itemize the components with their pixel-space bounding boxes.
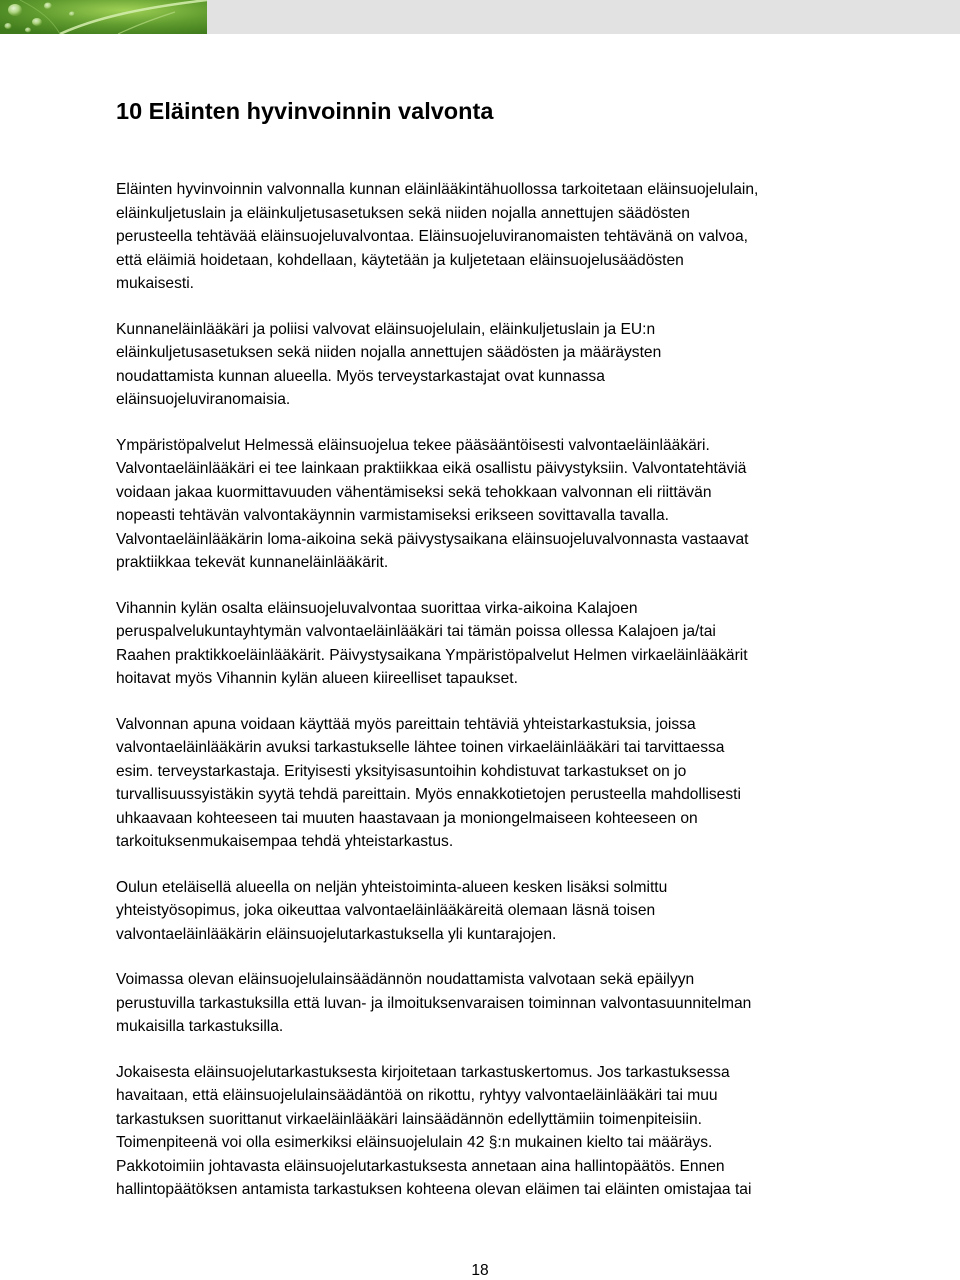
text-line: Oulun eteläisellä alueella on neljän yhteistoiminta-alueen kesken lisäksi solmittu: [116, 878, 668, 896]
text-line: Raahen praktikkoeläinlääkärit. Päivystysaikana Ympäristöpalvelut Helmen virkaeläinlääkärit: [116, 646, 748, 664]
text-line: Kunnaneläinlääkäri ja poliisi valvovat eläinsuojelulain, eläinkuljetuslain ja EU:n: [116, 320, 656, 338]
section-heading: 10 Eläinten hyvinvoinnin valvonta: [116, 98, 494, 124]
paragraph: [116, 968, 856, 1039]
text-line: valvontaeläinlääkärin avuksi tarkastukselle lähtee toinen virkaeläinlääkäri tai tarvittaessa: [116, 739, 725, 756]
text-line: Voimassa olevan eläinsuojelulainsäädännön noudattamista valvotaan sekä epäilyyn: [116, 971, 695, 988]
text-line: Eläinten hyvinvoinnin valvonnalla kunnan eläinlääkintähuollossa tarkoitetaan eläinsuojelulain,: [116, 181, 759, 198]
text-line: eläinkuljetusasetuksen sekä niiden nojalla annettujen säädösten ja määräysten: [116, 344, 662, 361]
text-line: hallintopäätöksen antamista tarkastuksen kohteena olevan eläimen tai eläinten omistajaa tai: [116, 1181, 752, 1198]
text-line: Pakkotoimiin johtavasta eläinsuojelutarkastuksesta annetaan aina hallintopäätös. Ennen: [116, 1157, 725, 1175]
text-line: noudattamista kunnan alueella. Myös terveystarkastajat ovat kunnassa: [116, 367, 605, 385]
text-line: Vihannin kylän osalta eläinsuojeluvalvontaa suorittaa virka-aikoina Kalajoen: [116, 599, 638, 617]
text-line: peruspalvelukuntayhtymän valvontaeläinlääkäri tai tämän poissa ollessa Kalajoen ja/tai: [116, 623, 716, 640]
paragraph: [116, 597, 856, 691]
page-header-band: [0, 0, 960, 34]
paragraph: [116, 876, 856, 947]
text-line: havaitaan, että eläinsuojelulainsäädäntöä on rikottu, ryhtyy valvontaeläinlääkäri tai muu: [116, 1087, 718, 1104]
text-line: mukaisilla tarkastuksilla.: [116, 1018, 284, 1035]
text-line: tarkastuksen suorittanut virkaeläinlääkäri lainsäädännön edellyttämiin toimenpiteisiin.: [116, 1110, 702, 1128]
text-line: praktiikkaa tekevät kunnaneläinlääkärit.: [116, 554, 389, 571]
text-line: että eläimiä hoidetaan, kohdellaan, käytetään ja kuljetetaan eläinsuojelusäädösten: [116, 251, 684, 269]
text-line: perusteella tehtävää eläinsuojeluvalvontaa. Eläinsuojeluviranomaisten tehtävänä on valvoa,: [116, 228, 748, 245]
page-number: 18: [471, 1262, 489, 1279]
paragraph: [116, 434, 856, 575]
text-line: uhkaavaan kohteeseen tai muuten haastavaan ja moniongelmaiseen kohteeseen on: [116, 809, 698, 827]
leaf-banner-image: [0, 0, 207, 34]
text-line: Valvontaeläinlääkärin loma-aikoina sekä päivystysaikana eläinsuojeluvalvonnasta vastaavat: [116, 530, 749, 548]
text-line: Valvontaeläinlääkäri ei tee lainkaan praktiikkaa eikä osallistu päivystyksiin. Valvontatehtäviä: [116, 460, 747, 477]
header-gray-band: [207, 0, 960, 34]
text-line: valvontaeläinlääkärin eläinsuojelutarkastuksella yli kuntarajojen.: [116, 925, 557, 943]
text-line: perustuvilla tarkastuksilla että luvan- ja ilmoituksenvaraisen toiminnan valvontasuunnitelman: [116, 994, 752, 1012]
paragraph: [116, 713, 856, 854]
text-line: eläinsuojeluviranomaisia.: [116, 391, 291, 408]
text-line: eläinkuljetuslain ja eläinkuljetusasetuksen sekä niiden nojalla annettujen säädösten: [116, 204, 690, 222]
text-line: Valvonnan apuna voidaan käyttää myös pareittain tehtäviä yhteistarkastuksia, joissa: [116, 715, 696, 733]
text-line: Ympäristöpalvelut Helmessä eläinsuojelua tekee pääsääntöisesti valvontaeläinlääkäri.: [116, 436, 710, 454]
text-line: tarkoituksenmukaisempaa tehdä yhteistarkastus.: [116, 833, 454, 850]
text-line: voidaan jakaa kuormittavuuden vähentämiseksi sekä tehokkaan valvonnan eli riittävän: [116, 483, 712, 501]
paragraph: [116, 1061, 856, 1202]
text-line: nopeasti tehtävän valvontakäynnin varmistamiseksi erikseen sovittavalla tavalla.: [116, 507, 669, 524]
body-text: [116, 178, 856, 1224]
text-line: hoitavat myös Vihannin kylän alueen kiireelliset tapaukset.: [116, 670, 518, 687]
text-line: yhteistyösopimus, joka oikeuttaa valvontaeläinlääkäreitä olemaan läsnä toisen: [116, 902, 656, 919]
text-line: Jokaisesta eläinsuojelutarkastuksesta kirjoitetaan tarkastuskertomus. Jos tarkastuksessa: [116, 1063, 730, 1081]
paragraph: [116, 178, 856, 296]
text-line: esim. terveystarkastaja. Erityisesti yksityisasuntoihin kohdistuvat tarkastukset on jo: [116, 762, 687, 780]
text-line: Toimenpiteenä voi olla esimerkiksi eläinsuojelulain 42 §:n mukainen kielto tai määräys.: [116, 1134, 713, 1151]
paragraph: [116, 318, 856, 412]
text-line: mukaisesti.: [116, 275, 194, 292]
text-line: turvallisuussyistäkin syytä tehdä pareittain. Myös ennakkotietojen perusteella mahdollisesti: [116, 786, 741, 803]
